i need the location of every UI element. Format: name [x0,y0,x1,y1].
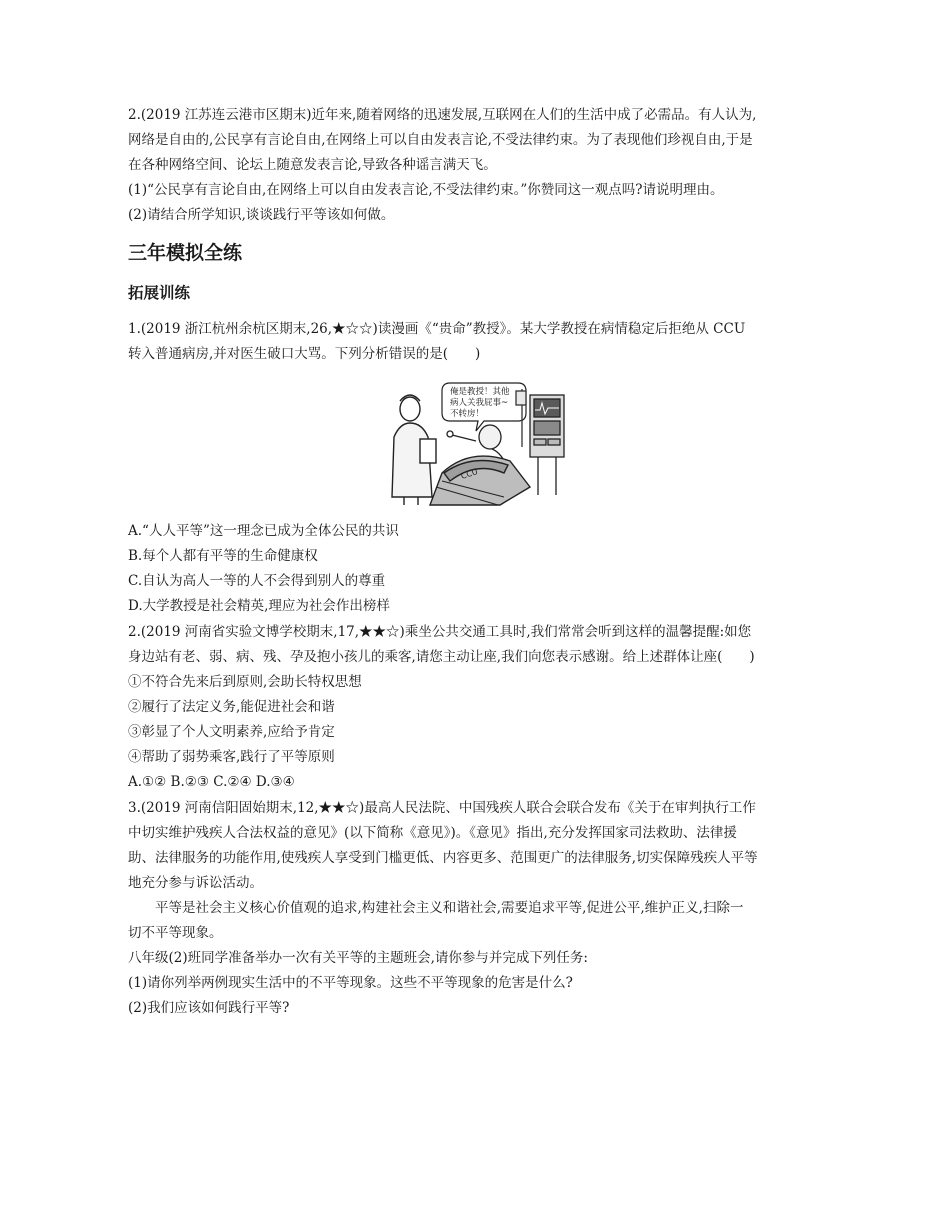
q1-option-b: B.每个人都有平等的生命健康权 [128,548,318,564]
q3-task-1: (1)请你列举两例现实生活中的不平等现象。这些不平等现象的危害是什么? [128,975,573,991]
speech-line-1: 俺是教授！其他 [450,387,510,397]
q3-stem-line-4: 地充分参与诉讼活动。 [128,875,263,891]
speech-line-2: 病人关我屁事~ [450,398,509,408]
q1-stem-line-1: 1.(2019 浙江杭州余杭区期末,26,★☆☆)读漫画《“贵命”教授》。某大学教授在病情稳定后拒绝从 CCU [128,321,746,337]
q2-item-1: ①不符合先来后到原则,会助长特权思想 [128,674,362,690]
q2-stem-line-2: 身边站有老、弱、病、残、孕及抱小孩儿的乘客,请您主动让座,我们向您表示感谢。给上述群体让座( ) [128,649,755,665]
q1-option-a: A.“人人平等”这一理念已成为全体公民的共识 [128,523,399,539]
q2-stem-line-1: 2.(2019 河南省实验文博学校期末,17,★★☆)乘坐公共交通工具时,我们常常会听到这样的温馨提醒:如您 [128,624,752,640]
q3-para-line-2: 切不平等现象。 [128,925,223,941]
q1-option-d: D.大学教授是社会精英,理应为社会作出榜样 [128,598,390,614]
q3-stem-line-1: 3.(2019 河南信阳固始期末,12,★★☆)最高人民法院、中国残疾人联合会联合发布《关于在审判执行工作 [128,800,756,816]
cartoon-illustration [380,377,570,509]
q2-item-4: ④帮助了弱势乘客,践行了平等原则 [128,749,335,765]
speech-line-3: 不转房！ [450,409,485,419]
q2-options: A.①② B.②③ C.②④ D.③④ [128,774,295,790]
q2-essay-subq-2: (2)请结合所学知识,谈谈践行平等该如何做。 [128,207,395,223]
q1-option-c: C.自认为高人一等的人不会得到别人的尊重 [128,573,386,589]
q2-essay-line-2: 网络是自由的,公民享有言论自由,在网络上可以自由发表言论,不受法律约束。为了表现他们珍视自由,于是 [128,132,753,148]
q1-stem-line-2: 转入普通病房,并对医生破口大骂。下列分析错误的是( ) [128,346,481,362]
q3-stem-line-2: 中切实维护残疾人合法权益的意见》(以下简称《意见》)。《意见》指出,充分发挥国家司法救助、法律援 [128,825,737,841]
q2-item-2: ②履行了法定义务,能促进社会和谐 [128,699,335,715]
subsection-title: 拓展训练 [128,284,191,302]
q2-essay-subq-1: (1)“公民享有言论自由,在网络上可以自由发表言论,不受法律约束。”你赞同这一观点吗?请说明理由。 [128,182,724,198]
q2-essay-line-3: 在各种网络空间、论坛上随意发表言论,导致各种谣言满天飞。 [128,157,497,173]
q2-item-3: ③彰显了个人文明素养,应给予肯定 [128,724,335,740]
q3-stem-line-3: 助、法律服务的功能作用,使残疾人享受到门槛更低、内容更多、范围更广的法律服务,切实保障残疾人平等 [128,850,758,866]
q3-task-2: (2)我们应该如何践行平等? [128,1000,290,1016]
q3-para-line-1: 平等是社会主义核心价值观的追求,构建社会主义和谐社会,需要追求平等,促进公平,维护正义,扫除一 [155,900,744,916]
bed-label: CCU [459,467,479,481]
q2-essay-line-1: 2.(2019 江苏连云港市区期末)近年来,随着网络的迅速发展,互联网在人们的生活中成了必需品。有人认为, [128,107,757,123]
section-title: 三年模拟全练 [128,242,243,264]
q3-task-intro: 八年级(2)班同学准备举办一次有关平等的主题班会,请你参与并完成下列任务: [128,950,588,966]
